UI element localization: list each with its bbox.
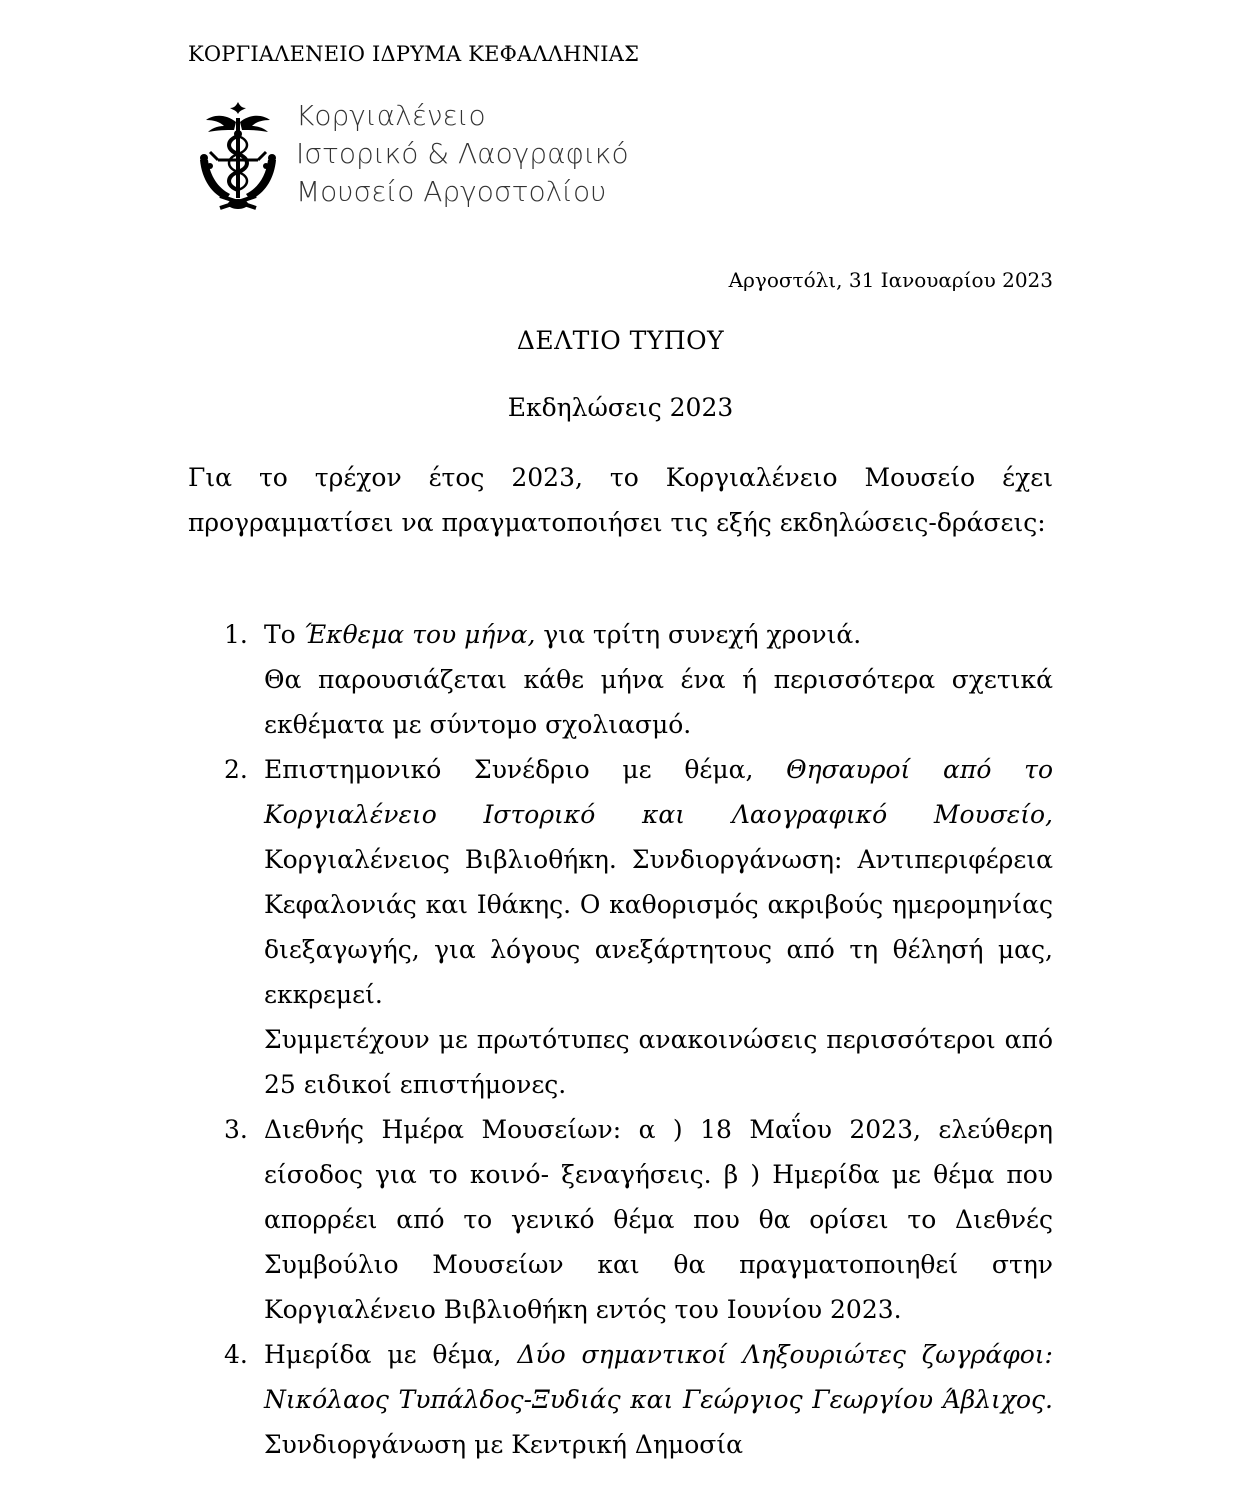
list-item-text: για τρίτη συνεχή χρονιά. — [535, 620, 862, 649]
document-title: ΔΕΛΤΙΟ ΤΥΠΟΥ — [516, 326, 725, 355]
caduceus-emblem-icon — [196, 100, 280, 214]
list-item-number: 4. — [224, 1340, 248, 1369]
museum-name-line-2: Ιστορικό & Λαογραφικό — [296, 137, 629, 170]
museum-name — [296, 97, 629, 211]
list-item-number: 2. — [224, 755, 248, 784]
list-item-text: Συνδιοργάνωση με Κεντρική Δημοσία — [264, 1430, 744, 1459]
organization-name: ΚΟΡΓΙΑΛΕΝΕΙΟ ΙΔΡΥΜΑ ΚΕΦΑΛΛΗΝΙΑΣ — [188, 42, 640, 66]
list-item-italic-text: Θησαυροί από το Κοργιαλένειο Ιστορικό και Λαογραφικό Μουσείο, — [264, 755, 1054, 829]
list-item-text: Κοργιαλένειος Βιβλιοθήκη. Συνδιοργάνωση: Αντιπεριφέρεια Κεφαλονιάς και Ιθάκης. Ο καθορισμός ακριβούς ημερομηνίας διεξαγωγής, για λόγους ανεξάρτητους από τη θέλησή μας, εκκρεμεί. — [264, 845, 1053, 1009]
list-item — [188, 1332, 1053, 1467]
intro-paragraph: Για το τρέχον έτος 2023, το Κοργιαλένειο Μουσείο έχει προγραμματίσει να πραγματοποιήσει τις εξής εκδηλώσεις-δράσεις: — [188, 463, 1053, 537]
list-item-text: Ημερίδα με θέμα, — [264, 1340, 518, 1369]
list-item-text: Επιστημονικό Συνέδριο με θέμα, — [264, 755, 787, 784]
list-item-number: 3. — [224, 1115, 248, 1144]
list-item — [188, 612, 1053, 747]
museum-name-line-1: Κοργιαλένειο — [296, 99, 486, 132]
document-subtitle: Εκδηλώσεις 2023 — [507, 393, 734, 422]
list-item-paragraph: Διεθνής Ημέρα Μουσείων: α ) 18 Μαΐου 2023, ελεύθερη είσοδος για το κοινό- ξεναγήσεις. β ) Ημερίδα με θέμα που απορρέει από το γενικό θέμα που θα ορίσει το Διεθνές Συμβούλιο Μουσείων και θα πραγματοποιηθεί στην Κοργιαλένειο Βιβλιοθήκη εντός του Ιουνίου 2023. — [264, 1115, 1053, 1324]
list-item-paragraph — [264, 612, 1053, 657]
list-item-number: 1. — [224, 620, 248, 649]
list-item — [188, 1107, 1053, 1332]
list-item-paragraph — [264, 747, 1053, 1017]
list-item — [188, 747, 1053, 1107]
date-line: Αργοστόλι, 31 Ιανουαρίου 2023 — [728, 268, 1053, 292]
list-item-text: Το — [264, 620, 304, 649]
museum-name-line-3: Μουσείο Αργοστολίου — [296, 175, 607, 208]
list-item-italic-text: Έκθεμα του μήνα, — [303, 620, 536, 649]
list-item-paragraph: Συμμετέχουν με πρωτότυπες ανακοινώσεις περισσότεροι από 25 ειδικοί επιστήμονες. — [264, 1025, 1053, 1099]
events-list — [188, 612, 1053, 1467]
list-item-paragraph — [264, 1332, 1053, 1467]
list-item-italic-text: Δύο σημαντικοί Ληξουριώτες ζωγράφοι: Νικόλαος Τυπάλδος-Ξυδιάς και Γεώργιος Γεωργίου Άβλιχος. — [264, 1340, 1053, 1414]
list-item-paragraph: Θα παρουσιάζεται κάθε μήνα ένα ή περισσότερα σχετικά εκθέματα με σύντομο σχολιασμό. — [264, 665, 1053, 739]
